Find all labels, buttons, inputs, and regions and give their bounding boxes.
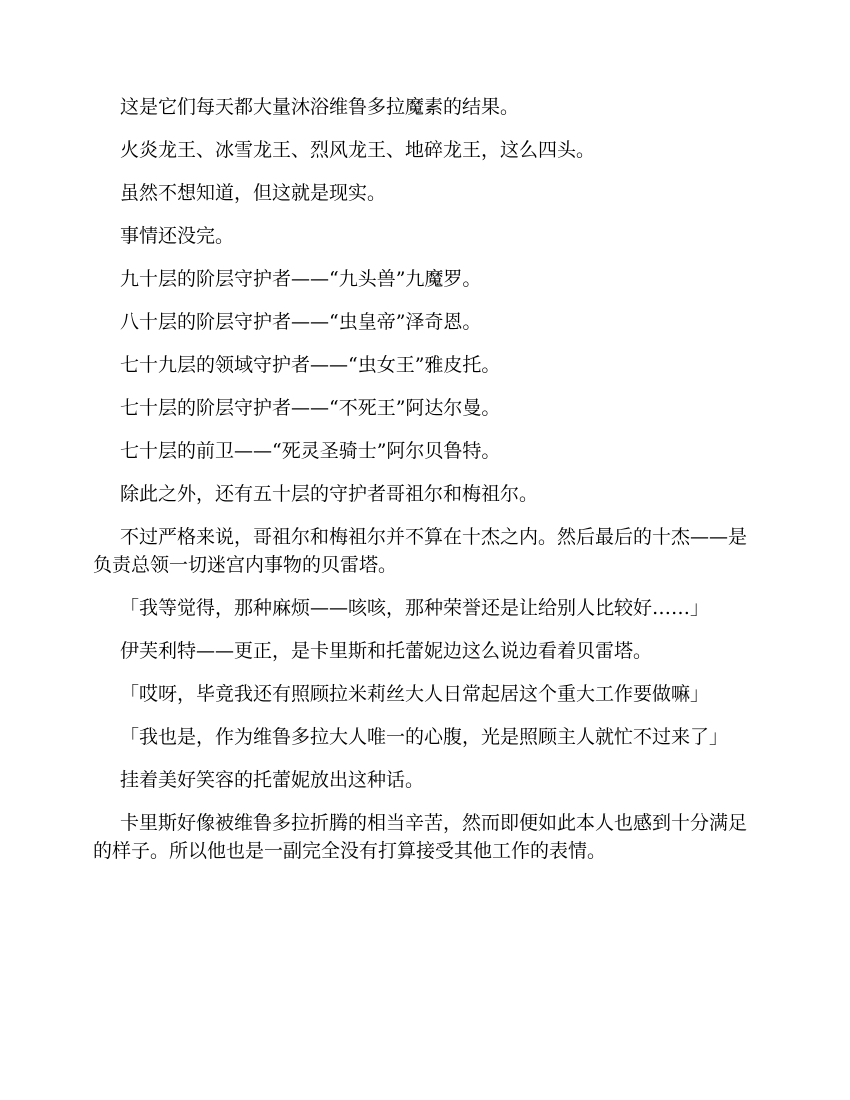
paragraph: 除此之外，还有五十层的守护者哥祖尔和梅祖尔。 — [120, 483, 539, 505]
paragraph: 「我也是，作为维鲁多拉大人唯一的心腹，光是照顾主人就忙不过来了」 — [120, 726, 729, 748]
paragraph: 七十九层的领域守护者——“虫女王”雅皮托。 — [120, 354, 501, 376]
paragraph: 这是它们每天都大量沐浴维鲁多拉魔素的结果。 — [120, 96, 520, 118]
paragraph: 七十层的阶层守护者——“不死王”阿达尔曼。 — [120, 397, 501, 419]
document-page — [93, 93, 753, 880]
paragraph: 七十层的前卫——“死灵圣骑士”阿尔贝鲁特。 — [120, 440, 501, 462]
paragraph: 八十层的阶层守护者——“虫皇帝”泽奇恩。 — [120, 311, 482, 333]
paragraph: 不过严格来说，哥祖尔和梅祖尔并不算在十杰之内。然后最后的十杰——是负责总领一切迷宫内事物的贝雷塔。 — [93, 526, 748, 576]
paragraph: 九十层的阶层守护者——“九头兽”九魔罗。 — [120, 268, 482, 290]
paragraph: 事情还没完。 — [120, 225, 235, 247]
paragraph: 火炎龙王、冰雪龙王、烈风龙王、地碎龙王，这么四头。 — [120, 139, 596, 161]
paragraph: 「哎呀，毕竟我还有照顾拉米莉丝大人日常起居这个重大工作要做嘛」 — [120, 683, 710, 705]
paragraph: 「我等觉得，那种麻烦——咳咳，那种荣誉还是让给别人比较好……」 — [120, 597, 710, 619]
paragraph: 卡里斯好像被维鲁多拉折腾的相当辛苦，然而即便如此本人也感到十分满足的样子。所以他也是一副完全没有打算接受其他工作的表情。 — [93, 812, 748, 862]
paragraph: 伊芙利特——更正，是卡里斯和托蕾妮边这么说边看着贝雷塔。 — [120, 640, 653, 662]
paragraph: 虽然不想知道，但这就是现实。 — [120, 182, 387, 204]
paragraph: 挂着美好笑容的托蕾妮放出这种话。 — [120, 769, 425, 791]
